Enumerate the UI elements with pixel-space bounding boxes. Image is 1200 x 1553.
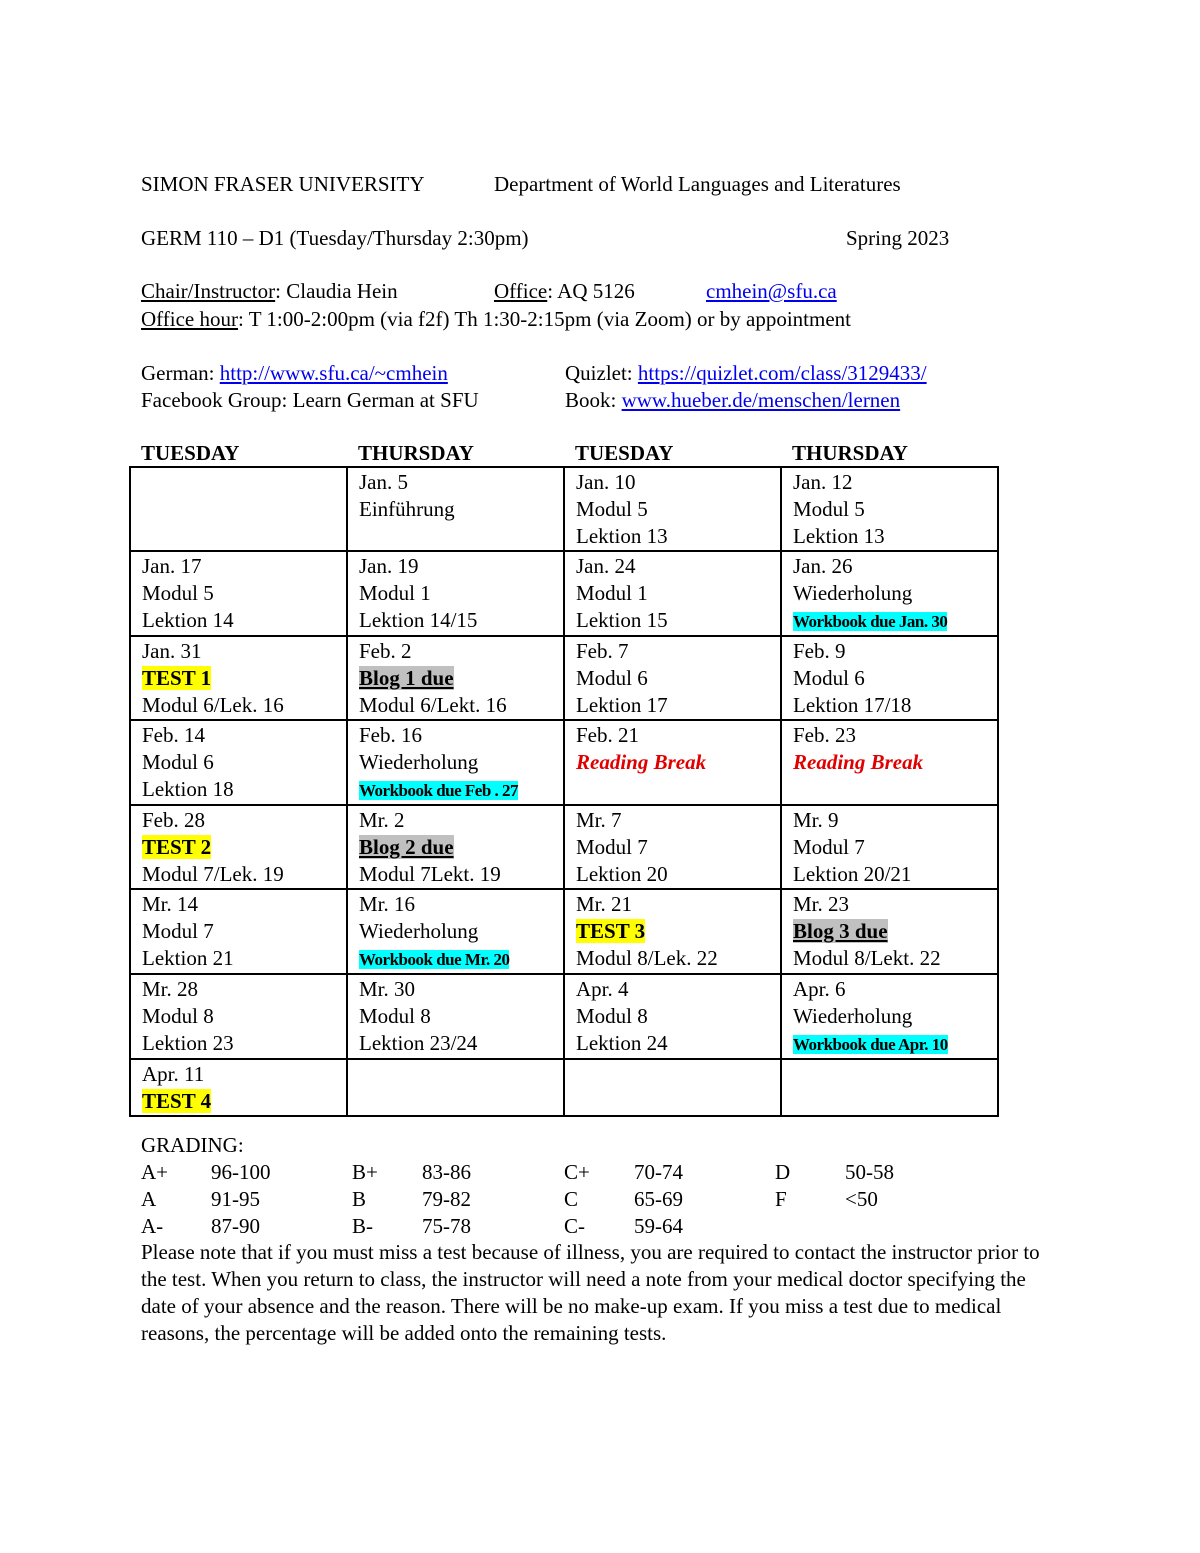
grade-letter: C- bbox=[564, 1214, 585, 1238]
schedule-cell bbox=[781, 974, 998, 1059]
term: Spring 2023 bbox=[846, 226, 950, 250]
grading-note: Please note that if you must miss a test because of illness, you are required to contact the instructor prior to the test. When you return to class, the instructor will need a note from your medical doctor specifying the date of your absence and the reason. There will be no make-up exam. If you miss a test due to medical reasons, the percentage will be added onto the remaining tests. bbox=[141, 1240, 1040, 1345]
office-hour-value: : T 1:00-2:00pm (via f2f) Th 1:30-2:15pm (via Zoom) or by appointment bbox=[238, 307, 851, 331]
reading-break-label: Reading Break bbox=[576, 750, 707, 774]
german-label: German: bbox=[141, 361, 220, 385]
cell-line: Modul 8/Lek. 22 bbox=[576, 946, 718, 970]
grade-range: 96-100 bbox=[211, 1160, 271, 1184]
cell-line: Modul 6 bbox=[576, 666, 648, 690]
cell-line: Modul 7 bbox=[576, 835, 648, 859]
grade-letter: B- bbox=[352, 1214, 373, 1238]
office-line bbox=[494, 278, 635, 304]
cell-line: Lektion 17/18 bbox=[793, 693, 912, 717]
cell-date: Feb. 14 bbox=[142, 723, 205, 747]
office-value: : AQ 5126 bbox=[547, 279, 635, 303]
schedule-cell bbox=[347, 889, 564, 974]
cell-date: Mr. 7 bbox=[576, 808, 622, 832]
schedule-cell bbox=[564, 636, 781, 720]
cell-date: Jan. 19 bbox=[359, 554, 419, 578]
cell-date: Mr. 28 bbox=[142, 977, 199, 1001]
cell-line: Modul 5 bbox=[576, 497, 648, 521]
schedule-row bbox=[130, 974, 998, 1059]
schedule-cell bbox=[781, 551, 998, 636]
grade-letter: A+ bbox=[141, 1160, 169, 1184]
cell-line: Wiederholung bbox=[359, 919, 479, 943]
cell-line: Lektion 17 bbox=[576, 693, 668, 717]
cell-line: Modul 1 bbox=[576, 581, 648, 605]
schedule-cell bbox=[347, 636, 564, 720]
cell-date: Feb. 7 bbox=[576, 639, 629, 663]
german-link[interactable]: http://www.sfu.ca/~cmhein bbox=[219, 361, 448, 385]
schedule-cell bbox=[347, 467, 564, 551]
book-line bbox=[565, 387, 900, 413]
cell-date: Mr. 16 bbox=[359, 892, 416, 916]
cell-line: Lektion 14/15 bbox=[359, 608, 478, 632]
cell-date: Jan. 26 bbox=[793, 554, 853, 578]
schedule-table bbox=[129, 466, 999, 1117]
schedule-cell bbox=[564, 467, 781, 551]
grade-range: <50 bbox=[845, 1187, 878, 1211]
cell-line: Modul 8/Lekt. 22 bbox=[793, 946, 941, 970]
cell-line: Wiederholung bbox=[793, 1004, 913, 1028]
workbook-due-badge: Workbook due Feb . 27 bbox=[359, 781, 519, 800]
schedule-cell bbox=[564, 974, 781, 1059]
cell-line: Modul 6/Lekt. 16 bbox=[359, 693, 507, 717]
book-label: Book: bbox=[565, 388, 622, 412]
quizlet-label: Quizlet: bbox=[565, 361, 638, 385]
cell-date: Jan. 31 bbox=[142, 639, 202, 663]
cell-date: Feb. 9 bbox=[793, 639, 846, 663]
cell-date: Feb. 23 bbox=[793, 723, 856, 747]
office-label: Office bbox=[494, 279, 548, 303]
schedule-cell bbox=[564, 889, 781, 974]
cell-date: Jan. 12 bbox=[793, 470, 853, 494]
cell-line: Einführung bbox=[359, 497, 455, 521]
cell-date: Jan. 10 bbox=[576, 470, 636, 494]
grade-letter: F bbox=[775, 1187, 787, 1211]
cell-line: Modul 7Lekt. 19 bbox=[359, 862, 501, 886]
grade-range: 87-90 bbox=[211, 1214, 260, 1238]
grade-range: 70-74 bbox=[634, 1160, 683, 1184]
schedule-cell bbox=[781, 1059, 998, 1116]
cell-line: Lektion 13 bbox=[576, 524, 668, 548]
grade-range: 91-95 bbox=[211, 1187, 260, 1211]
cell-line: Modul 5 bbox=[793, 497, 865, 521]
test-badge: TEST 3 bbox=[576, 919, 646, 943]
schedule-cell bbox=[130, 974, 347, 1059]
book-link[interactable]: www.hueber.de/menschen/lernen bbox=[621, 388, 901, 412]
grade-letter: B bbox=[352, 1187, 367, 1211]
cell-line: Lektion 14 bbox=[142, 608, 234, 632]
facebook-group: Facebook Group: Learn German at SFU bbox=[141, 388, 479, 412]
grade-range: 79-82 bbox=[422, 1187, 471, 1211]
email-line bbox=[706, 278, 837, 304]
cell-line: Lektion 21 bbox=[142, 946, 234, 970]
german-line bbox=[141, 360, 448, 386]
grade-letter: A- bbox=[141, 1214, 164, 1238]
blog-due-badge: Blog 3 due bbox=[793, 919, 888, 943]
schedule-cell bbox=[130, 889, 347, 974]
schedule-cell bbox=[781, 805, 998, 889]
cell-date: Jan. 24 bbox=[576, 554, 636, 578]
cell-line: Modul 8 bbox=[359, 1004, 431, 1028]
grade-range: 83-86 bbox=[422, 1160, 471, 1184]
cell-line: Lektion 24 bbox=[576, 1031, 668, 1055]
schedule-cell bbox=[564, 1059, 781, 1116]
grade-letter: C bbox=[564, 1187, 579, 1211]
cell-line: Lektion 18 bbox=[142, 777, 234, 801]
schedule-row bbox=[130, 889, 998, 974]
cell-date: Apr. 11 bbox=[142, 1062, 205, 1086]
schedule-cell bbox=[781, 467, 998, 551]
cell-line: Lektion 15 bbox=[576, 608, 668, 632]
schedule-cell bbox=[347, 551, 564, 636]
grade-range: 50-58 bbox=[845, 1160, 894, 1184]
cell-line: Wiederholung bbox=[793, 581, 913, 605]
quizlet-link[interactable]: https://quizlet.com/class/3129433/ bbox=[637, 361, 927, 385]
day-header-1: TUESDAY bbox=[141, 441, 240, 465]
schedule-cell bbox=[347, 1059, 564, 1116]
cell-line: Modul 8 bbox=[576, 1004, 648, 1028]
cell-line: Modul 7 bbox=[142, 919, 214, 943]
cell-date: Apr. 4 bbox=[576, 977, 629, 1001]
grade-range: 59-64 bbox=[634, 1214, 683, 1238]
department-name: Department of World Languages and Literatures bbox=[494, 172, 901, 196]
blog-due-badge: Blog 1 due bbox=[359, 666, 454, 690]
cell-line: Lektion 20/21 bbox=[793, 862, 912, 886]
cell-date: Mr. 30 bbox=[359, 977, 416, 1001]
reading-break-label: Reading Break bbox=[793, 750, 924, 774]
schedule-cell bbox=[130, 636, 347, 720]
day-header-4: THURSDAY bbox=[792, 441, 908, 465]
cell-date: Jan. 17 bbox=[142, 554, 202, 578]
cell-line: Modul 6/Lek. 16 bbox=[142, 693, 284, 717]
workbook-due-badge: Workbook due Jan. 30 bbox=[793, 612, 948, 631]
grading-title: GRADING: bbox=[141, 1133, 244, 1157]
schedule-cell bbox=[347, 805, 564, 889]
cell-date: Mr. 2 bbox=[359, 808, 405, 832]
schedule-cell bbox=[781, 889, 998, 974]
test-badge: TEST 1 bbox=[142, 666, 212, 690]
cell-line: Lektion 23 bbox=[142, 1031, 234, 1055]
schedule-row bbox=[130, 805, 998, 889]
cell-line: Modul 5 bbox=[142, 581, 214, 605]
cell-date: Mr. 14 bbox=[142, 892, 199, 916]
schedule-cell bbox=[347, 720, 564, 805]
grade-letter: B+ bbox=[352, 1160, 378, 1184]
cell-line: Lektion 23/24 bbox=[359, 1031, 478, 1055]
cell-date: Feb. 21 bbox=[576, 723, 639, 747]
schedule-cell bbox=[564, 551, 781, 636]
schedule-cell bbox=[564, 805, 781, 889]
cell-date: Mr. 21 bbox=[576, 892, 633, 916]
office-hour-line bbox=[141, 306, 851, 332]
cell-line: Modul 7 bbox=[793, 835, 865, 859]
instructor-line bbox=[141, 278, 398, 304]
cell-line: Wiederholung bbox=[359, 750, 479, 774]
cell-date: Feb. 28 bbox=[142, 808, 205, 832]
cell-date: Apr. 6 bbox=[793, 977, 846, 1001]
grade-letter: A bbox=[141, 1187, 157, 1211]
schedule-cell bbox=[781, 720, 998, 805]
grade-range: 65-69 bbox=[634, 1187, 683, 1211]
grade-letter: D bbox=[775, 1160, 791, 1184]
day-header-3: TUESDAY bbox=[575, 441, 674, 465]
email-link[interactable]: cmhein@sfu.ca bbox=[706, 279, 837, 303]
cell-line: Modul 8 bbox=[142, 1004, 214, 1028]
schedule-cell bbox=[130, 1059, 347, 1116]
workbook-due-badge: Workbook due Apr. 10 bbox=[793, 1035, 948, 1054]
course-title: GERM 110 – D1 (Tuesday/Thursday 2:30pm) bbox=[141, 226, 529, 250]
schedule-cell bbox=[130, 551, 347, 636]
cell-line: Lektion 13 bbox=[793, 524, 885, 548]
day-header-2: THURSDAY bbox=[358, 441, 474, 465]
test-badge: TEST 2 bbox=[142, 835, 212, 859]
schedule-cell bbox=[130, 805, 347, 889]
cell-line: Lektion 20 bbox=[576, 862, 668, 886]
schedule-row bbox=[130, 467, 998, 551]
schedule-cell bbox=[781, 636, 998, 720]
cell-date: Feb. 2 bbox=[359, 639, 412, 663]
grade-letter: C+ bbox=[564, 1160, 590, 1184]
grade-range: 75-78 bbox=[422, 1214, 471, 1238]
workbook-due-badge: Workbook due Mr. 20 bbox=[359, 950, 510, 969]
schedule-row bbox=[130, 720, 998, 805]
office-hour-label: Office hour bbox=[141, 307, 238, 331]
cell-date: Jan. 5 bbox=[359, 470, 408, 494]
schedule-row bbox=[130, 636, 998, 720]
schedule-row bbox=[130, 551, 998, 636]
cell-date: Mr. 9 bbox=[793, 808, 839, 832]
quizlet-line bbox=[565, 360, 927, 386]
cell-line: Modul 6 bbox=[793, 666, 865, 690]
university-name: SIMON FRASER UNIVERSITY bbox=[141, 172, 425, 196]
schedule-body bbox=[130, 467, 998, 1116]
schedule-cell bbox=[347, 974, 564, 1059]
instructor-name: : Claudia Hein bbox=[275, 279, 398, 303]
schedule-cell bbox=[130, 467, 347, 551]
cell-date: Mr. 23 bbox=[793, 892, 850, 916]
schedule-row bbox=[130, 1059, 998, 1116]
cell-line: Modul 1 bbox=[359, 581, 431, 605]
test-badge: TEST 4 bbox=[142, 1089, 212, 1113]
cell-line: Modul 7/Lek. 19 bbox=[142, 862, 284, 886]
schedule-cell bbox=[564, 720, 781, 805]
cell-date: Feb. 16 bbox=[359, 723, 422, 747]
blog-due-badge: Blog 2 due bbox=[359, 835, 454, 859]
schedule-cell bbox=[130, 720, 347, 805]
cell-line: Modul 6 bbox=[142, 750, 214, 774]
instructor-label: Chair/Instructor bbox=[141, 279, 276, 303]
